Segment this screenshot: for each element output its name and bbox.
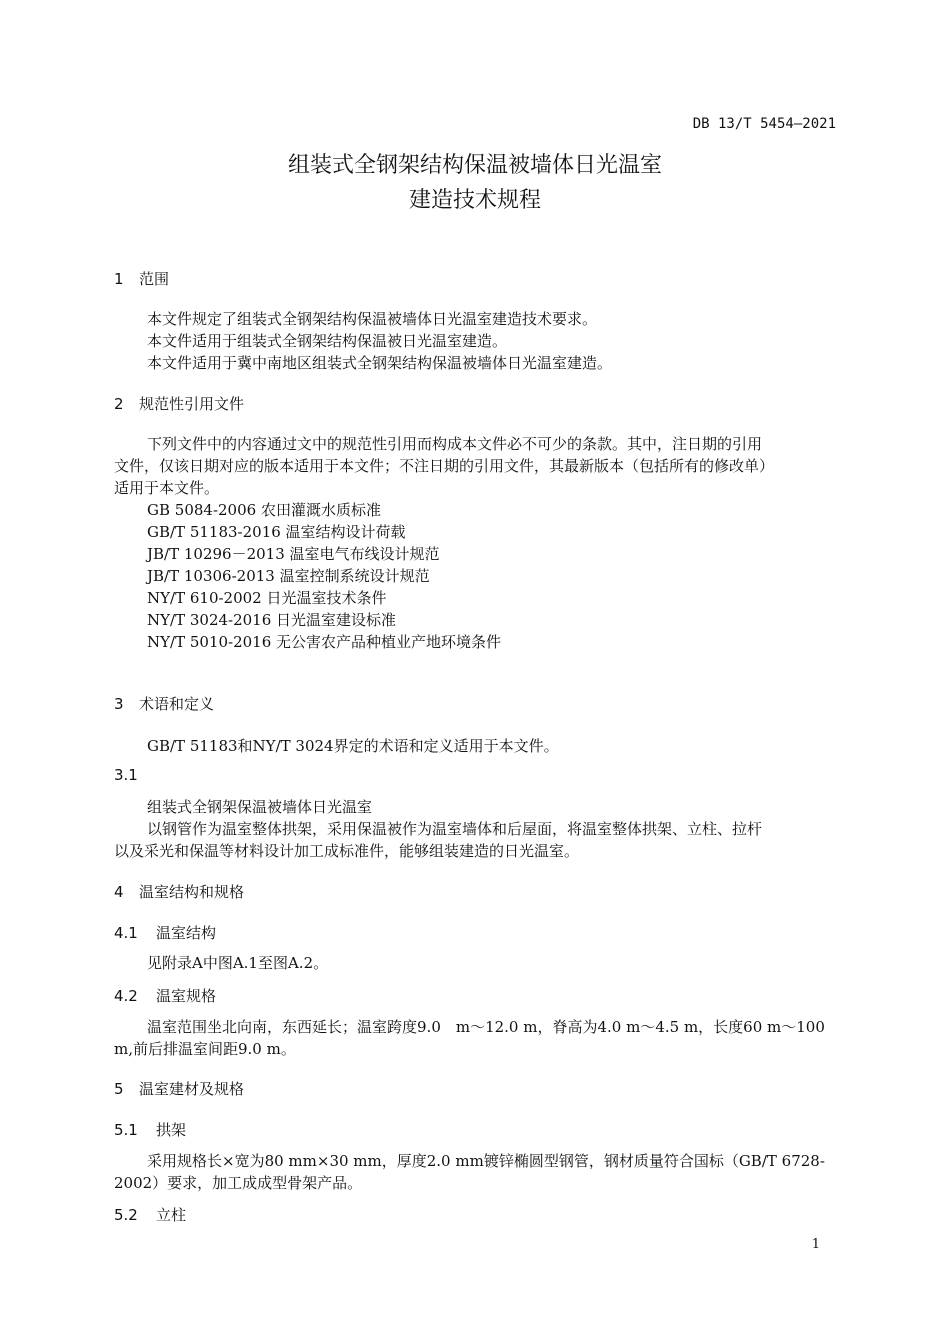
paragraph: GB/T 51183和NY/T 3024界定的术语和定义适用于本文件。 (147, 737, 559, 755)
reference-item: GB/T 51183-2016 温室结构设计荷载 (147, 523, 406, 541)
paragraph-line: 下列文件中的内容通过文中的规范性引用而构成本文件必不可少的条款。其中，注日期的引用 (147, 435, 763, 453)
subsection-4-1-heading (114, 922, 216, 943)
definition-line: 以钢管作为温室整体拱架，采用保温被作为温室墙体和后屋面，将温室整体拱架、立柱、拉杆 (147, 820, 763, 838)
section-number: 1 (114, 270, 124, 288)
document-code: DB 13/T 5454—2021 (692, 116, 836, 132)
paragraph: 本文件规定了组装式全钢架结构保温被墙体日光温室建造技术要求。 (147, 310, 598, 328)
subsection-5-2-heading (114, 1204, 186, 1225)
subsection-number: 3.1 (114, 766, 138, 784)
document-title-line2: 建造技术规程 (408, 188, 541, 213)
subsection-title: 温室结构 (156, 924, 217, 942)
subsection-title: 温室规格 (156, 987, 217, 1005)
section-number: 5 (114, 1080, 124, 1098)
subsection-number: 4.2 (114, 987, 138, 1005)
section-number: 3 (114, 695, 124, 713)
subsection-title: 立柱 (156, 1206, 187, 1224)
paragraph-line: 温室范围坐北向南，东西延长；温室跨度9.0 m～12.0 m，脊高为4.0 m～4.5 m，长度60 m～100 (147, 1018, 825, 1036)
section-5-heading (114, 1078, 244, 1099)
page-number: 1 (811, 1237, 820, 1252)
paragraph-line: 文件，仅该日期对应的版本适用于本文件；不注日期的引用文件，其最新版本（包括所有的修改单） (114, 457, 775, 475)
paragraph: 见附录A中图A.1至图A.2。 (147, 954, 329, 972)
paragraph: 本文件适用于组装式全钢架结构保温被日光温室建造。 (147, 332, 508, 350)
subsection-title: 拱架 (156, 1121, 187, 1139)
section-title: 范围 (139, 270, 170, 288)
section-4-heading (114, 881, 244, 902)
section-title: 规范性引用文件 (139, 395, 245, 413)
subsection-4-2-heading (114, 985, 216, 1006)
term-title: 组装式全钢架保温被墙体日光温室 (147, 798, 373, 816)
reference-item: JB/T 10296－2013 温室电气布线设计规范 (147, 545, 440, 563)
paragraph-line: m,前后排温室间距9.0 m。 (114, 1040, 296, 1058)
reference-item: NY/T 610-2002 日光温室技术条件 (147, 589, 387, 607)
paragraph-line: 2002）要求，加工成成型骨架产品。 (114, 1174, 363, 1192)
section-title: 温室建材及规格 (139, 1080, 245, 1098)
subsection-number: 5.2 (114, 1206, 138, 1224)
subsection-number: 4.1 (114, 924, 138, 942)
document-title-line1: 组装式全钢架结构保温被墙体日光温室 (287, 153, 662, 178)
section-number: 2 (114, 395, 124, 413)
section-title: 术语和定义 (139, 695, 215, 713)
paragraph-line: 适用于本文件。 (114, 479, 220, 497)
section-2-heading (114, 393, 244, 414)
reference-item: JB/T 10306-2013 温室控制系统设计规范 (147, 567, 430, 585)
reference-item: GB 5084-2006 农田灌溉水质标准 (147, 501, 381, 519)
reference-item: NY/T 5010-2016 无公害农产品种植业产地环境条件 (147, 633, 502, 651)
subsection-5-1-heading (114, 1119, 186, 1140)
definition-line: 以及采光和保温等材料设计加工成标准件，能够组装建造的日光温室。 (114, 842, 580, 860)
subsection-number: 5.1 (114, 1121, 138, 1139)
paragraph: 本文件适用于冀中南地区组装式全钢架结构保温被墙体日光温室建造。 (147, 354, 613, 372)
section-number: 4 (114, 883, 124, 901)
section-3-heading (114, 693, 214, 714)
reference-item: NY/T 3024-2016 日光温室建设标准 (147, 611, 397, 629)
paragraph-line: 采用规格长×宽为80 mm×30 mm，厚度2.0 mm镀锌椭圆型钢管，钢材质量符合国标（GB/T 6728- (147, 1152, 825, 1170)
section-title: 温室结构和规格 (139, 883, 245, 901)
section-1-heading (114, 268, 169, 289)
